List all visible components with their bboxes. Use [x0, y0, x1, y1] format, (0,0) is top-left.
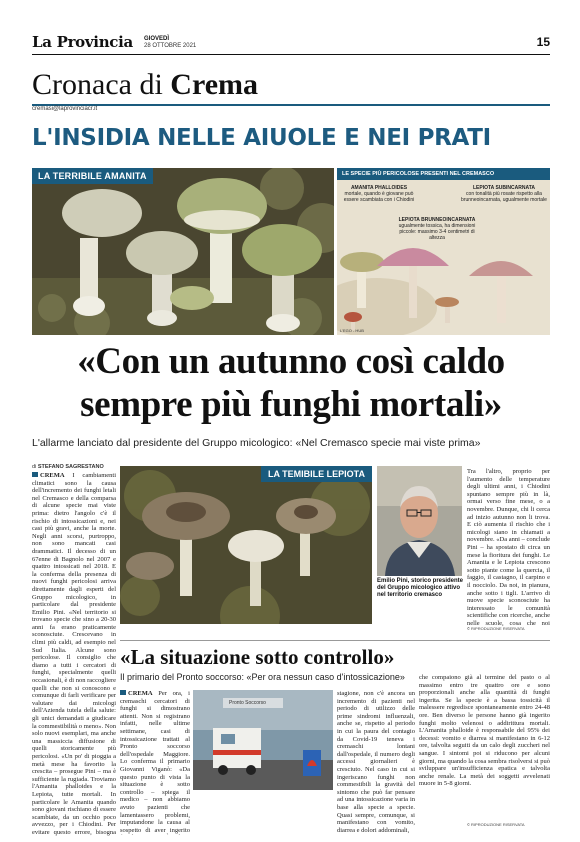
infographic-item-amanita [341, 185, 417, 203]
page-number: 15 [536, 35, 550, 49]
article1-text-3: Tra l'altro, proprio per l'aumento delle temperature degli ultimi anni, i Chiodini spuntano sempre più in là, ormai verso fine mese, o a novembre. Dunque, chi li cerca ad inizio autunno non li trova. E ciò aumenta il rischio che i micologi siano in chiamati a novembre. «Da anni – conclude Pini – ha spostato di circa un mese la fioritura dei funghi. Le Amanita e le Lepiota crescono sotto piante come la quercia, il faggio, il castagno, il carpino e il nocciolo. Da noi, in pianura, anche sotto i tigli. L'arrivo di nuove specie sconosciute ha interessato le comunità scientifiche con ricerche, anche nelle scuole, cosa che noi [467, 468, 550, 627]
article1-credit: © RIPRODUZIONE RISERVATA [467, 626, 525, 631]
article2-text-1: Per ora, i cremaschi cercatori di funghi si dimostrano attenti. Non si registrano infatti, nelle ultime settimane, casi di intossicazione trattati al Pronto soccorso dell'ospedale Maggiore. Lo conferma il primario Giovanni Viganò: «Da questo punto di vista la situazione è sotto controllo – spiega il medico – non abbiamo avuto pazienti che lamentassero problemi, imputandone la causa al sospetto di aver ingerito [120, 690, 190, 834]
section-title [32, 68, 258, 102]
portrait-illustration [377, 466, 462, 576]
infographic-credit: L'EGO - HUB [340, 328, 364, 333]
article2-column-3 [337, 690, 415, 835]
infographic-item-subincarnata-name: LEPIOTA SUBINCARNATA [472, 185, 536, 191]
article2-text-4: che compaiono già al termine del pasto o al massimo entro tre quattro ore e sono proporzionali anche alla quantità di funghi ingerita. Se la specie è a bassa tossicità il malessere regredisce spontaneamente entro 24-48 ore. Ben diverso le persone hanno già ingerito funghi molto velenosi o addirittura mortali. L'Amanita phalloide è responsabile del 95% dei decessi: vomito e diarrea si manifestano in 6-12 ore, talvolta seguiti da un calo degli zuccheri nel sangue. I sintomi poi si riducono per alcuni giorni, ma quando la cosa sembra risolversi si può sviluppare un'insufficienza epatica e talvolta anche renale. La metà dei soggetti avvelenati muore in 5-8 giorni. [419, 674, 550, 788]
secondary-headline: «La situazione sotto controllo» [120, 640, 550, 669]
article1-text-1: I cambiamenti climatici sono la causa dell'incremento dei funghi letali nel Cremasco e della comparsa di alcune specie mai viste prima: dietro l'angolo c'è il rischio di intossicazioni e, nei casi più gravi, anche la morte. Negli anni scorsi, purtroppo, non sono mancati casi drammatici. Il decesso di un 67enne di Bagnolo nel 2007 e quattro intossicati nel 2018. E la conferma della presenza di nuovi funghi pericolosi arriva direttamente dagli esperti del Gruppo micologico, in particolare dal presidente Emilio Pini. «Nel territorio si trovano specie che sino a 20-30 anni fa erano praticamente sconosciute. Crescevano in climi più caldi, ad esempio nel Sud Italia. Alcune sono pericolose. Il consiglio che diamo a tutti i cercatori di funghi, specialmente quelli occasionali, è di non raccogliere quelli che non si conoscono e comunque di farli verificare per valutare dai micologi dell'Azienda tutela della salute: gli unici demandati a giudicare la commestibilità o meno». Non solo nuovi esemplari, ma anche una massiccia diffusione di quelli storicamente più pericolosi. «Un po' di pioggia a metà mese ha favorito la crescita – prosegue Pini – ma è sufficiente la rugiada. Troviamo l'Amanita phalloides e la Lepiota, tutte mortali. In particolare le Amanita quando sono giovani rischiano di essere scambiate, da un occhio poco avvezzo, per i Chiodini. Per evitare questo errore, bisogna [32, 472, 116, 836]
ambulance-photo [193, 690, 333, 790]
lead-square-icon [120, 690, 126, 695]
infographic-item-subincarnata [461, 185, 547, 203]
infographic-item-brunneoincarnata-desc: ugualmente tossica, ha dimensioni piccole: massimo 3-4 centimetri di altezza [398, 223, 476, 241]
infographic-item-amanita-name: AMANITA PHALLOIDES [350, 185, 408, 191]
section-email[interactable]: cremasi@laprovinciacr.it [32, 106, 98, 112]
emilio-pini-portrait [377, 466, 462, 576]
amanita-illustration [32, 168, 334, 335]
amanita-photo [32, 168, 334, 335]
main-subheadline: L'allarme lanciato dal presidente del Gruppo micologico: «Nel Cremasco specie mai viste prima» [32, 437, 481, 449]
lepiota-photo [120, 466, 372, 624]
secondary-subheadline: Il primario del Pronto soccorso: «Per ora nessun caso d'intossicazione» [120, 672, 405, 682]
byline [32, 464, 104, 470]
article2-lead: CREMA [128, 690, 153, 697]
section-rule [32, 104, 550, 106]
main-headline: «Con un autunno così caldo sempre più funghi mortali» [77, 341, 505, 425]
emergency-sign: Pronto Soccorso [229, 700, 266, 706]
species-infographic [337, 168, 550, 335]
lepiota-illustration [120, 466, 372, 624]
infographic-item-amanita-desc: mortale, quando è giovane può essere scambiata con i Chiodini [343, 191, 415, 203]
kicker-headline: L'INSIDIA NELLE AIUOLE E NEI PRATI [32, 125, 491, 151]
article1-column-3 [467, 468, 550, 628]
lepiota-photo-label: LA TEMIBILE LEPIOTA [261, 466, 372, 482]
amanita-photo-label: LA TERRIBILE AMANITA [32, 168, 153, 184]
issue-date-text: 28 OTTOBRE 2021 [144, 43, 197, 49]
section-prefix: Cronaca di [32, 68, 163, 101]
infographic-item-brunneoincarnata-name: LEPIOTA BRUNNEOINCARNATA [398, 217, 476, 223]
section-city: Crema [170, 68, 259, 101]
infographic-header: LE SPECIE PIÙ PERICOLOSE PRESENTI NEL CREMASCO [337, 168, 550, 180]
infographic-item-subincarnata-desc: con tonalità più rosate rispetto alla brunneoincarnata, ugualmente mortale [461, 191, 547, 203]
article1-lead: CREMA [40, 472, 65, 479]
byline-prefix: di [32, 464, 37, 470]
issue-day: GIOVEDÌ [144, 36, 170, 42]
lead-square-icon [32, 472, 38, 477]
article2-column-1 [120, 690, 190, 835]
byline-author: STEFANO SAGRESTANO [37, 464, 104, 470]
portrait-caption: Emilio Pini, storico presidente del Gruppo micologico attivo nel territorio cremasco [377, 578, 464, 598]
masthead [32, 33, 550, 55]
newspaper-name: La Provincia [32, 33, 133, 51]
infographic-item-brunneoincarnata [395, 217, 479, 241]
article2-text-3: stagione, non c'è ancora un incremento di pazienti nel periodo di utilizzo delle prime sindromi influenzali, anche se, rispetto al periodo in cui la paura del contagio da Covid-19 teneva i cremaschi lontani dall'ospedale, il numero degli accessi giornalieri è cresciuto. Nel caso in cui si ingeriscano funghi non commestibili la gravità del sintomo che può far pensare ad una intossicazione varia in base alla specie a specie. Quasi sempre, comunque, si manifestano con vomito, diarrea e dolori addominali, [337, 690, 415, 834]
article2-column-4 [419, 674, 550, 819]
article2-credit: © RIPRODUZIONE RISERVATA [467, 822, 525, 827]
issue-date [144, 36, 196, 50]
article1-column-1 [32, 472, 116, 837]
